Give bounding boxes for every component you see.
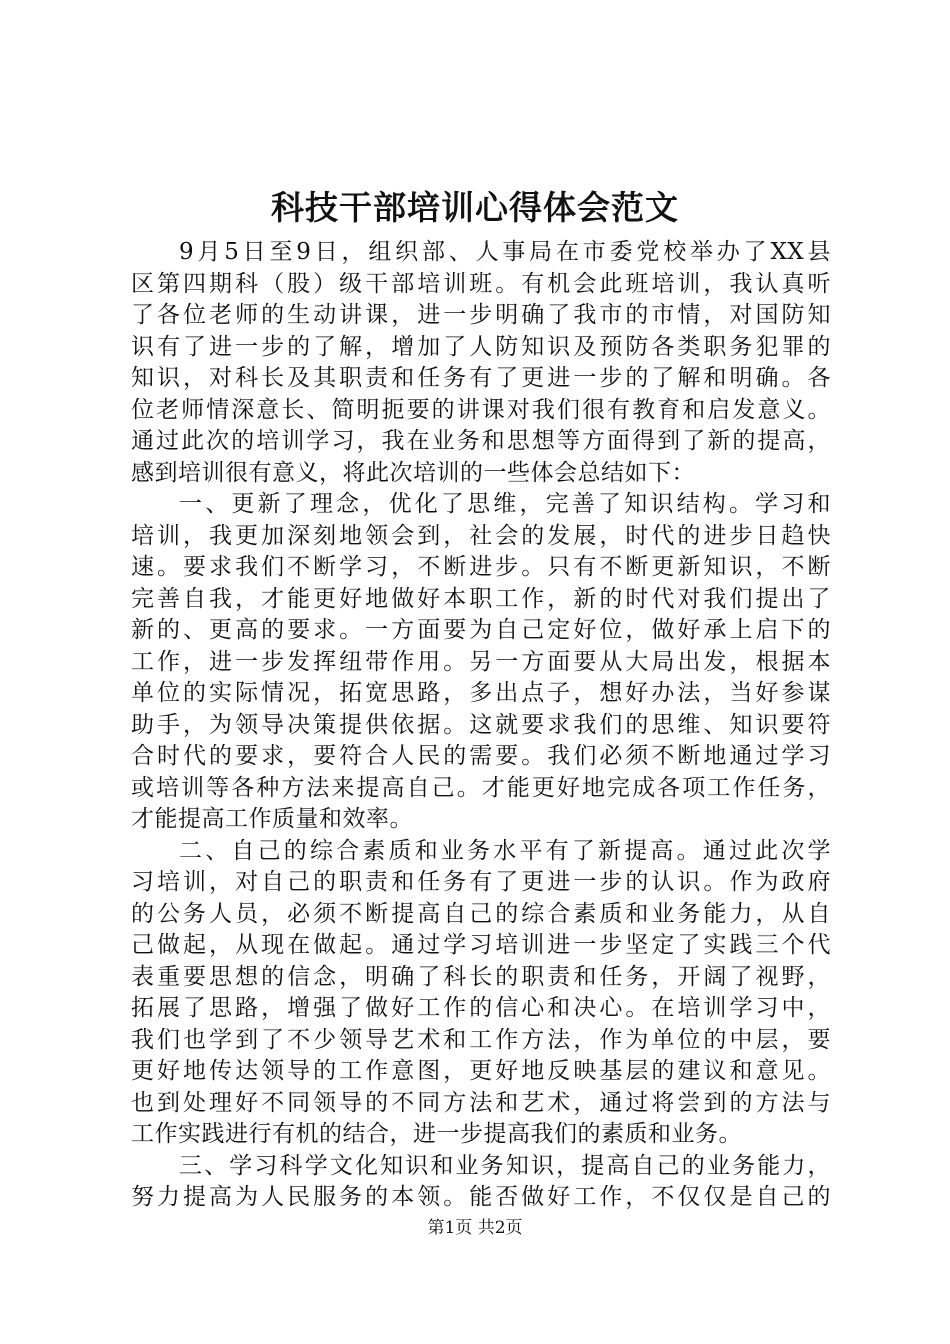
text-line: 单位的实际情况，拓宽思路，多出点子，想好办法，当好参谋	[131, 680, 831, 706]
text-line: 感到培训很有意义，将此次培训的一些体会总结如下：	[131, 459, 695, 486]
text-line: 通过此次的培训学习，我在业务和思想等方面得到了新的提高，	[131, 428, 831, 454]
text-line: 更好地传达领导的工作意图，更好地反映基层的建议和意见。	[131, 1058, 831, 1084]
text-line: 区第四期科（股）级干部培训班。有机会此班培训，我认真听	[131, 270, 831, 297]
text-line: 9月5日至9日，组织部、人事局在市委党校举办了XX县	[179, 239, 831, 265]
page-footer: 第1页 共2页	[427, 1218, 523, 1238]
text-line: 二、自己的综合素质和业务水平有了新提高。通过此次学	[179, 837, 831, 864]
text-line: 知识，对科长及其职责和任务有了更进一步的了解和明确。各	[131, 365, 831, 391]
text-line: 培训，我更加深刻地领会到，社会的发展，时代的进步日趋快	[131, 522, 831, 549]
text-line: 完善自我，才能更好地做好本职工作，新的时代对我们提出了	[131, 585, 831, 612]
text-line: 己做起，从现在做起。通过学习培训进一步坚定了实践三个代	[131, 932, 831, 958]
text-line: 合时代的要求，要符合人民的需要。我们必须不断地通过学习	[131, 743, 831, 769]
document-body	[131, 237, 831, 1214]
text-line: 了各位老师的生动讲课，进一步明确了我市的市情，对国防知	[131, 302, 831, 328]
text-line: 识有了进一步的了解，增加了人防知识及预防各类职务犯罪的	[131, 333, 831, 360]
text-line: 速。要求我们不断学习，不断进步。只有不断更新知识，不断	[131, 554, 831, 580]
text-line: 一、更新了理念，优化了思维，完善了知识结构。学习和	[179, 491, 831, 517]
text-line: 位老师情深意长、简明扼要的讲课对我们很有教育和启发意义。	[131, 396, 831, 423]
text-line: 拓展了思路，增强了做好工作的信心和决心。在培训学习中，	[131, 995, 831, 1021]
text-line: 三、学习科学文化知识和业务知识，提高自己的业务能力，	[179, 1152, 831, 1179]
text-line: 工作实践进行有机的结合，进一步提高我们的素质和业务。	[131, 1121, 742, 1147]
text-line: 习培训，对自己的职责和任务有了更进一步的认识。作为政府	[131, 869, 831, 895]
text-line: 助手，为领导决策提供依据。这就要求我们的思维、知识要符	[131, 711, 831, 738]
document-title: 科技干部培训心得体会范文	[271, 188, 679, 227]
text-line: 或培训等各种方法来提高自己。才能更好地完成各项工作任务，	[131, 774, 831, 801]
text-line: 努力提高为人民服务的本领。能否做好工作，不仅仅是自己的	[131, 1184, 831, 1210]
text-line: 才能提高工作质量和效率。	[131, 806, 413, 832]
text-line: 也到处理好不同领导的不同方法和艺术，通过将尝到的方法与	[131, 1089, 831, 1116]
text-line: 表重要思想的信念，明确了科长的职责和任务，开阔了视野，	[131, 963, 831, 990]
text-line: 工作，进一步发挥纽带作用。另一方面要从大局出发，根据本	[131, 648, 831, 675]
text-line: 新的、更高的要求。一方面要为自己定好位，做好承上启下的	[131, 617, 831, 643]
text-line: 的公务人员，必须不断提高自己的综合素质和业务能力，从自	[131, 900, 831, 927]
text-line: 我们也学到了不少领导艺术和工作方法，作为单位的中层，要	[131, 1026, 831, 1053]
